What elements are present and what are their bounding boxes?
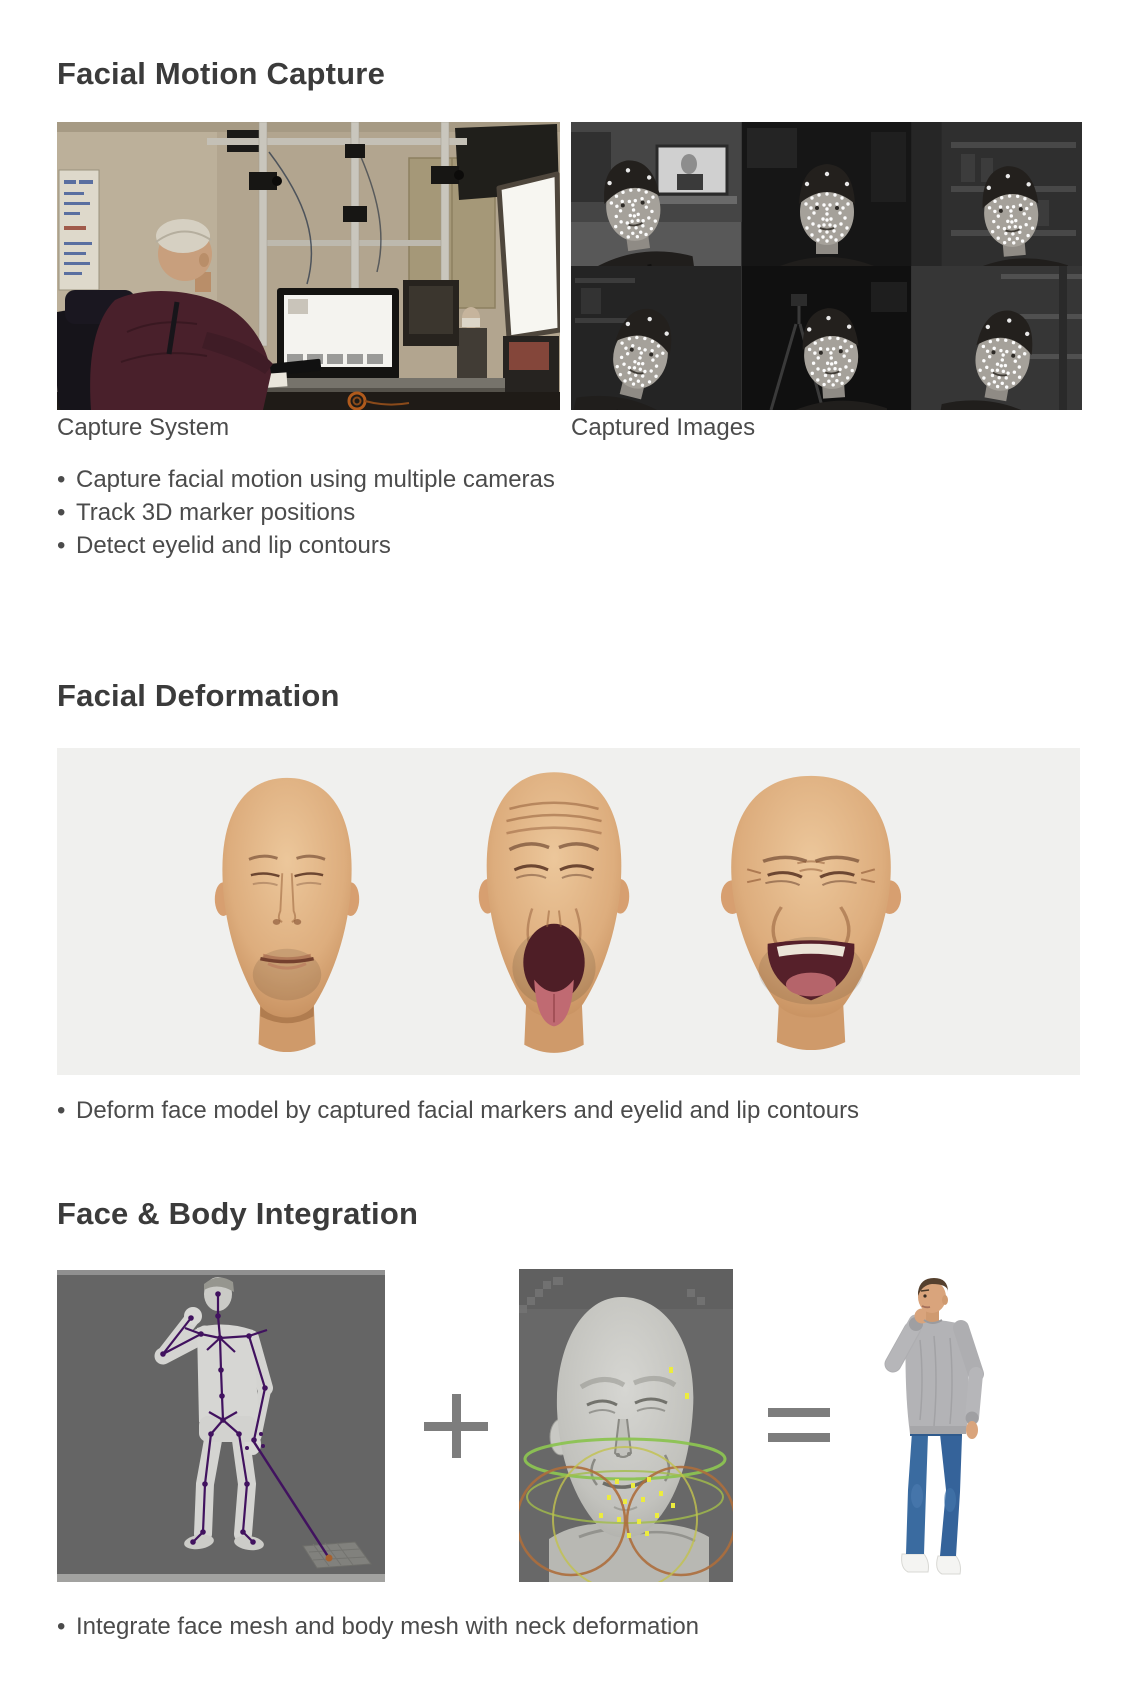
caption-captured-images: Captured Images — [571, 414, 756, 441]
integrated-character-graphic — [862, 1270, 1002, 1582]
bullet-text: Integrate face mesh and body mesh with neck deformation — [76, 1613, 700, 1640]
face-mesh-markers — [519, 1269, 733, 1582]
bullet-item — [57, 1094, 859, 1127]
section-title-face-body-integration: Face & Body Integration — [57, 1196, 419, 1231]
bullet-text: Capture facial motion using multiple cameras — [76, 466, 555, 493]
bullet-list-deformation — [57, 1094, 859, 1127]
bullet-marker: • — [57, 1097, 66, 1124]
face-mesh-markers-graphic — [519, 1269, 733, 1582]
bullet-list-motion-capture — [57, 463, 555, 562]
section-title-facial-deformation: Facial Deformation — [57, 678, 340, 713]
bullet-list-integration — [57, 1610, 699, 1643]
caption-capture-system: Capture System — [57, 414, 230, 441]
captured-images-grid — [571, 122, 1082, 410]
bullet-item — [57, 496, 555, 529]
face-tongue-out-graphic — [455, 756, 653, 1061]
face-squint-render — [697, 760, 925, 1058]
bullet-item — [57, 463, 555, 496]
bullet-text: Detect eyelid and lip contours — [76, 532, 391, 559]
bullet-item — [57, 529, 555, 562]
integrated-character — [862, 1270, 1002, 1582]
face-tongue-out-render — [455, 756, 653, 1061]
bullet-marker: • — [57, 532, 66, 559]
bullet-marker: • — [57, 1613, 66, 1640]
bullet-marker: • — [57, 466, 66, 493]
plus-icon — [424, 1394, 488, 1458]
face-neutral-graphic — [192, 762, 382, 1060]
equals-icon — [768, 1408, 830, 1442]
face-squint-graphic — [697, 760, 925, 1058]
bullet-text: Track 3D marker positions — [76, 499, 356, 526]
capture-system-photo-graphic — [57, 122, 560, 410]
body-mesh-skeleton-graphic — [57, 1270, 385, 1582]
bullet-text: Deform face model by captured facial markers and eyelid and lip contours — [76, 1097, 860, 1124]
captured-images-grid-graphic — [571, 122, 1082, 410]
body-mesh-skeleton — [57, 1270, 385, 1582]
bullet-marker: • — [57, 499, 66, 526]
bullet-item — [57, 1610, 699, 1643]
face-renders-panel — [57, 748, 1080, 1075]
section-title-facial-motion-capture: Facial Motion Capture — [57, 56, 386, 91]
capture-system-photo — [57, 122, 560, 410]
face-neutral-render — [192, 762, 382, 1060]
